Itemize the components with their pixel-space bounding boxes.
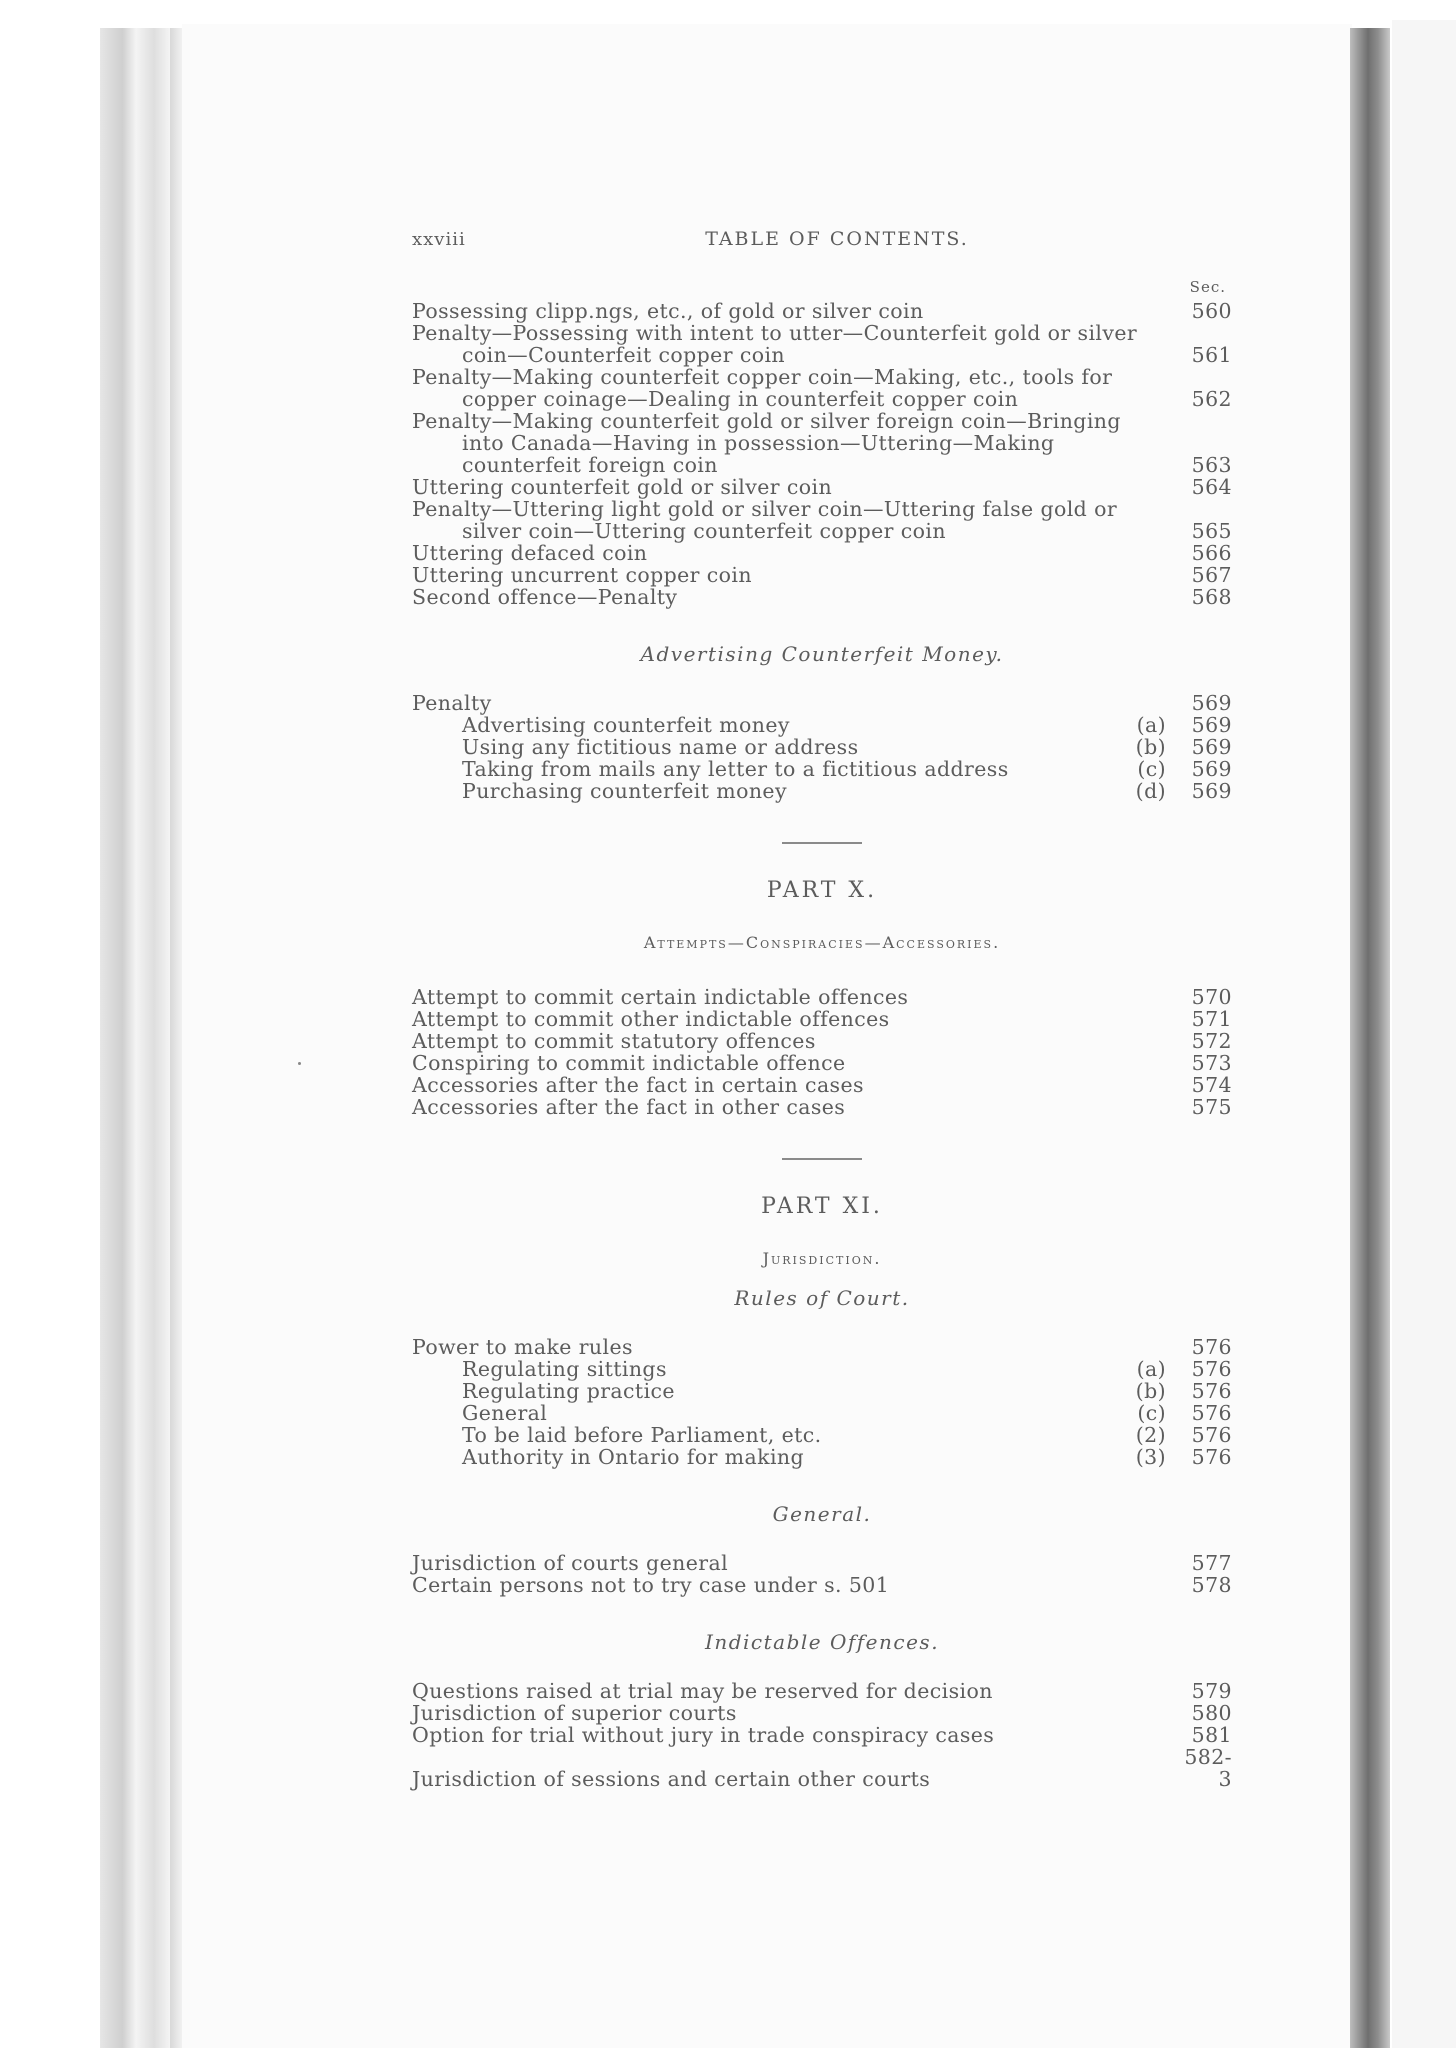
book-spine-edge xyxy=(100,28,190,2048)
toc-entry xyxy=(412,1574,1232,1596)
entry-sec: 568 xyxy=(1191,585,1232,609)
running-title: TABLE OF CONTENTS. xyxy=(705,228,969,250)
section-heading: General. xyxy=(772,1502,872,1526)
toc-entry xyxy=(412,498,1232,542)
entry-sec: 580 xyxy=(1191,1701,1232,1725)
toc-entry xyxy=(412,1680,1232,1702)
entry-sec: 576 xyxy=(1191,1445,1232,1469)
toc-subentry xyxy=(412,1380,1232,1402)
entry-text: Power to make rules xyxy=(412,1335,633,1359)
entry-sec: 562 xyxy=(1191,387,1232,411)
entry-text: Penalty—Uttering light gold or silver coin—Uttering false gold or silver coin—Uttering counterfeit copper coin xyxy=(412,497,1118,543)
toc-subentry xyxy=(412,1424,1232,1446)
toc-entry xyxy=(412,1052,1232,1074)
part-title: PART XI. xyxy=(761,1194,883,1219)
entry-text: Penalty xyxy=(412,691,492,715)
advertising-list xyxy=(412,692,1232,802)
entry-sec: 564 xyxy=(1191,475,1232,499)
toc-subentry xyxy=(412,758,1232,780)
entry-text: Jurisdiction of courts general xyxy=(412,1551,729,1575)
entry-mark: (a) xyxy=(1136,1357,1166,1381)
coin-offences-list xyxy=(412,300,1232,608)
toc-entry xyxy=(412,1552,1232,1574)
entry-text: Jurisdiction of sessions and certain other courts xyxy=(412,1767,931,1791)
section-heading: Rules of Court. xyxy=(734,1286,910,1310)
toc-subentry xyxy=(412,1446,1232,1468)
entry-mark: (b) xyxy=(1135,1379,1166,1403)
entry-text: Penalty—Making counterfeit gold or silver foreign coin—Bringing into Canada—Having in possession—Uttering—Making counterfeit foreign coin xyxy=(412,409,1121,477)
entry-text: Taking from mails any letter to a fictitious address xyxy=(462,757,1009,781)
entry-sec: 576 xyxy=(1191,1379,1232,1403)
toc-entry xyxy=(412,564,1232,586)
section-heading: Indictable Offences. xyxy=(704,1630,940,1654)
toc-entry xyxy=(412,476,1232,498)
entry-sec: 576 xyxy=(1191,1423,1232,1447)
facing-page-edge xyxy=(1392,20,1456,2048)
contents-text xyxy=(412,228,1232,1790)
toc-subentry xyxy=(412,1402,1232,1424)
entry-mark: (d) xyxy=(1135,779,1166,803)
entry-sec: 576 xyxy=(1191,1335,1232,1359)
entry-sec: 572 xyxy=(1191,1029,1232,1053)
entry-mark: (a) xyxy=(1136,713,1166,737)
entry-sec: 569 xyxy=(1191,735,1232,759)
entry-sec: 569 xyxy=(1191,779,1232,803)
entry-text: Jurisdiction of superior courts xyxy=(412,1701,737,1725)
entry-sec: 563 xyxy=(1191,453,1232,477)
entry-sec: 565 xyxy=(1191,519,1232,543)
entry-sec: 574 xyxy=(1191,1073,1232,1097)
toc-subentry xyxy=(412,736,1232,758)
indictable-list xyxy=(412,1680,1232,1790)
toc-entry xyxy=(412,586,1232,608)
entry-sec: 566 xyxy=(1191,541,1232,565)
entry-text: General xyxy=(462,1401,548,1425)
entry-text: Uttering defaced coin xyxy=(412,541,648,565)
part-title: PART X. xyxy=(766,878,878,903)
general-list xyxy=(412,1552,1232,1596)
entry-sec: 561 xyxy=(1191,343,1232,367)
entry-text: Accessories after the fact in certain cases xyxy=(412,1073,864,1097)
section-divider xyxy=(782,1158,862,1160)
entry-text: Regulating practice xyxy=(462,1379,675,1403)
entry-text: To be laid before Parliament, etc. xyxy=(462,1423,822,1447)
toc-entry xyxy=(412,366,1232,410)
entry-text: Certain persons not to try case under s. 501 xyxy=(412,1573,890,1597)
toc-subentry xyxy=(412,780,1232,802)
entry-sec: 581 xyxy=(1191,1723,1232,1747)
entry-text: Advertising counterfeit money xyxy=(462,713,790,737)
toc-subentry xyxy=(412,714,1232,736)
page-number: xxviii xyxy=(412,229,466,250)
section-divider xyxy=(782,842,862,844)
entry-sec: 582-3 xyxy=(1184,1745,1232,1791)
entry-sec: 571 xyxy=(1191,1007,1232,1031)
entry-sec: 578 xyxy=(1191,1573,1232,1597)
toc-entry xyxy=(412,1074,1232,1096)
toc-entry xyxy=(412,1096,1232,1118)
entry-text: Authority in Ontario for making xyxy=(462,1445,805,1469)
toc-entry xyxy=(412,542,1232,564)
toc-entry xyxy=(412,1008,1232,1030)
toc-entry xyxy=(412,1746,1232,1790)
toc-entry xyxy=(412,322,1232,366)
entry-sec: 579 xyxy=(1191,1679,1232,1703)
toc-entry xyxy=(412,1724,1232,1746)
entry-text: Penalty—Possessing with intent to utter—Counterfeit gold or silver coin—Counterfeit copper coin xyxy=(412,321,1138,367)
entry-sec: 567 xyxy=(1191,563,1232,587)
toc-entry xyxy=(412,300,1232,322)
toc-entry xyxy=(412,410,1232,476)
entry-mark: (c) xyxy=(1137,1401,1166,1425)
toc-entry xyxy=(412,1702,1232,1724)
sec-column-label: Sec. xyxy=(1189,278,1226,296)
entry-mark: (3) xyxy=(1135,1445,1166,1469)
entry-text: Possessing clipp.ngs, etc., of gold or silver coin xyxy=(412,299,924,323)
entry-mark: (c) xyxy=(1137,757,1166,781)
entry-text: Attempt to commit certain indictable offences xyxy=(412,985,909,1009)
entry-text: Attempt to commit other indictable offences xyxy=(412,1007,890,1031)
scan-speck xyxy=(298,1062,301,1065)
entry-sec: 569 xyxy=(1191,691,1232,715)
entry-sec: 577 xyxy=(1191,1551,1232,1575)
toc-entry xyxy=(412,1336,1232,1358)
toc-subentry xyxy=(412,1358,1232,1380)
entry-text: Purchasing counterfeit money xyxy=(462,779,787,803)
entry-sec: 569 xyxy=(1191,757,1232,781)
rules-list xyxy=(412,1336,1232,1468)
entry-text: Uttering uncurrent copper coin xyxy=(412,563,752,587)
entry-text: Accessories after the fact in other cases xyxy=(412,1095,846,1119)
entry-text: Option for trial without jury in trade conspiracy cases xyxy=(412,1723,995,1747)
entry-text: Attempt to commit statutory offences xyxy=(412,1029,816,1053)
entry-text: Penalty—Making counterfeit copper coin—Making, etc., tools for copper coinage—Dealing in counterfeit copper coin xyxy=(412,365,1113,411)
entry-text: Using any fictitious name or address xyxy=(462,735,859,759)
entry-sec: 576 xyxy=(1191,1357,1232,1381)
entry-text: Uttering counterfeit gold or silver coin xyxy=(412,475,833,499)
entry-text: Second offence—Penalty xyxy=(412,585,678,609)
entry-sec: 570 xyxy=(1191,985,1232,1009)
entry-mark: (b) xyxy=(1135,735,1166,759)
toc-entry xyxy=(412,986,1232,1008)
section-heading: Advertising Counterfeit Money. xyxy=(640,642,1004,666)
toc-entry xyxy=(412,692,1232,714)
part-subtitle: Attempts—Conspiracies—Accessories. xyxy=(643,933,1001,952)
gutter-shadow xyxy=(1350,28,1390,2048)
entry-sec: 575 xyxy=(1191,1095,1232,1119)
entry-text: Conspiring to commit indictable offence xyxy=(412,1051,846,1075)
part-x-list xyxy=(412,986,1232,1118)
entry-sec: 573 xyxy=(1191,1051,1232,1075)
toc-entry xyxy=(412,1030,1232,1052)
entry-sec: 560 xyxy=(1191,299,1232,323)
entry-text: Regulating sittings xyxy=(462,1357,667,1381)
entry-text: Questions raised at trial may be reserved for decision xyxy=(412,1679,993,1703)
entry-mark: (2) xyxy=(1135,1423,1166,1447)
entry-sec: 569 xyxy=(1191,713,1232,737)
part-subtitle: Jurisdiction. xyxy=(762,1249,882,1268)
entry-sec: 576 xyxy=(1191,1401,1232,1425)
page-header xyxy=(412,228,1232,272)
